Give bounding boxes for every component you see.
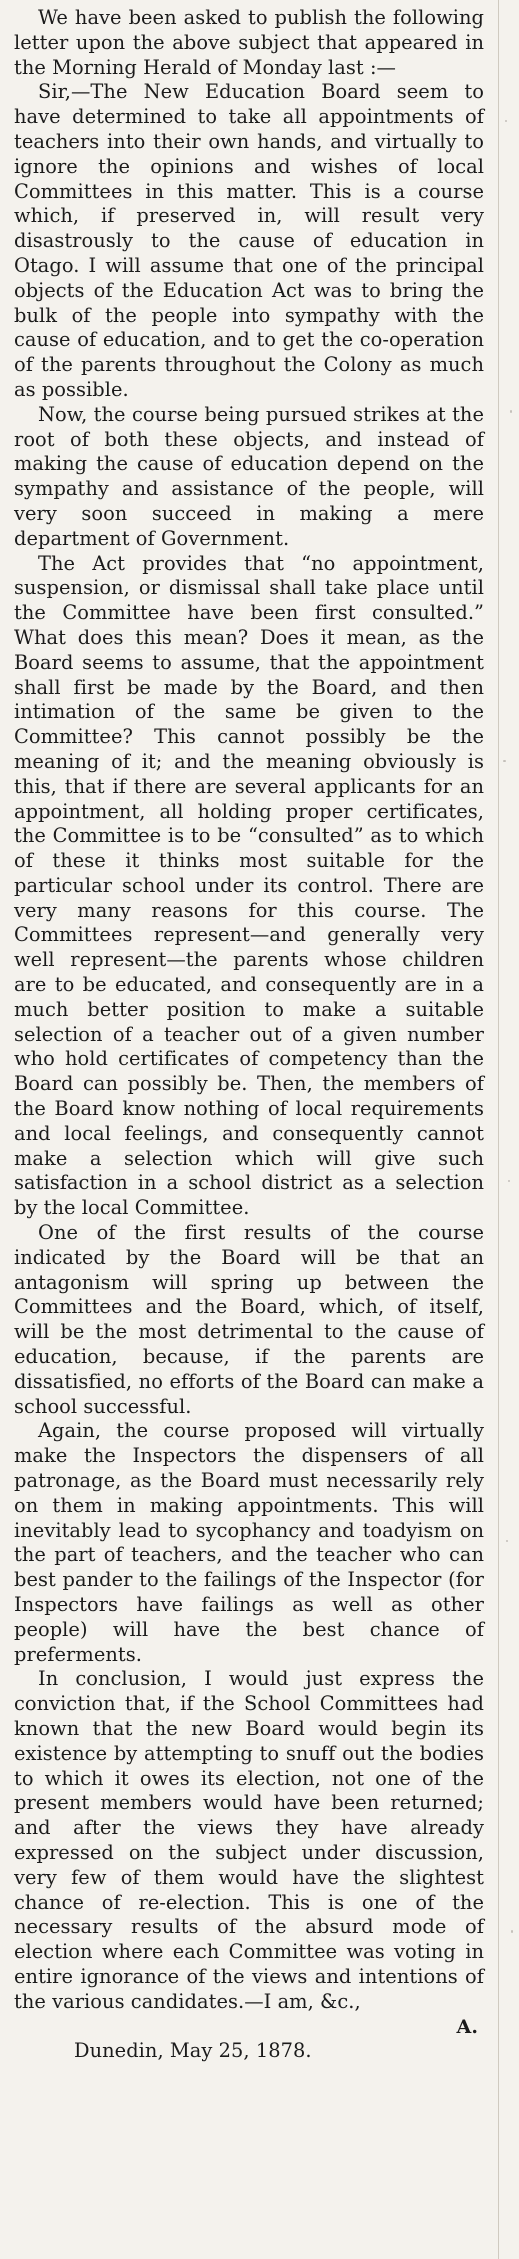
- letter-paragraph-2: Now, the course being pursued strikes at the root of both these objects, and instead of making the cause of education depend on the sympathy and assistance of the people, will very soon succeed in making a mere department of Government.: [14, 402, 484, 550]
- letter-paragraph-1: Sir,—The New Education Board seem to have determined to take all appointments of teachers into their own hands, and virtually to ignore the opinions and wishes of local Committees in this matter. This is a course which, if preserved in, will result very disastrously to the cause of education in Otago. I will assume that one of the principal objects of the Education Act was to bring the bulk of the people into sympathy with the cause of education, and to get the co-operation of the parents throughout the Colony as much as possible.: [14, 80, 484, 401]
- letter-column: [14, 6, 484, 2064]
- print-speck: [510, 410, 512, 413]
- intro-paragraph: We have been asked to publish the following letter upon the above subject that appeared in the Morning Herald of Monday last :—: [14, 6, 484, 79]
- letter-paragraph-5: Again, the course proposed will virtually make the Inspectors the dispensers of all patronage, as the Board must necessarily rely on them in making appointments. This will inevitably lead to sycophancy and toadyism on the part of teachers, and the teacher who can best pander to the failings of the Inspector (for Inspectors have failings as well as other people) will have the best chance of preferments.: [14, 1419, 484, 1666]
- letter-paragraph-4: One of the first results of the course indicated by the Board will be that an antagonism will spring up between the Committees and the Board, which, of itself, will be the most detrimental to the cause of education, because, if the parents are dissatisfied, no efforts of the Board can make a school successful.: [14, 1221, 484, 1418]
- print-speck: [506, 1540, 508, 1542]
- print-speck: [505, 120, 507, 122]
- letter-paragraph-6: In conclusion, I would just express the conviction that, if the School Committees had known that the new Board would begin its existence by attempting to snuff out the bodies to which it owes its election, not one of the present members would have been returned; and after the views they have already expressed on the subject under discussion, very few of them would have the slightest chance of re-election. This is one of the necessary results of the absurd mode of election where each Committee was voting in entire ignorance of the views and intentions of the various candidates.—I am, &c.,: [14, 1667, 484, 2013]
- letter-paragraph-3: The Act provides that “no appointment, suspension, or dismissal shall take place until the Committee have been first consulted.” What does this mean? Does it mean, as the Board seems to assume, that the appointment shall first be made by the Board, and then intimation of the same be given to the Committee? This cannot possibly be the meaning of it; and the meaning obviously is this, that if there are several applicants for an appointment, all holding proper certificates, the Committee is to be “consulted” as to which of these it thinks most suitable for the particular school under its control. There are very many reasons for this course. The Committees represent—and generally very well represent—the parents whose children are to be educated, and consequently are in a much better position to make a suitable selection of a teacher out of a given number who hold certificates of competency than the Board can possibly be. Then, the members of the Board know nothing of local requirements and local feelings, and consequently cannot make a selection which will give such satisfaction in a school district as a selection by the local Committee.: [14, 551, 484, 1220]
- signature: A.: [456, 2015, 478, 2038]
- print-speck: [503, 760, 506, 762]
- print-speck: [511, 1930, 513, 1933]
- print-speck: [508, 1180, 510, 1182]
- dateline: Dunedin, May 25, 1878.: [74, 2039, 312, 2063]
- column-rule: [498, 0, 499, 2259]
